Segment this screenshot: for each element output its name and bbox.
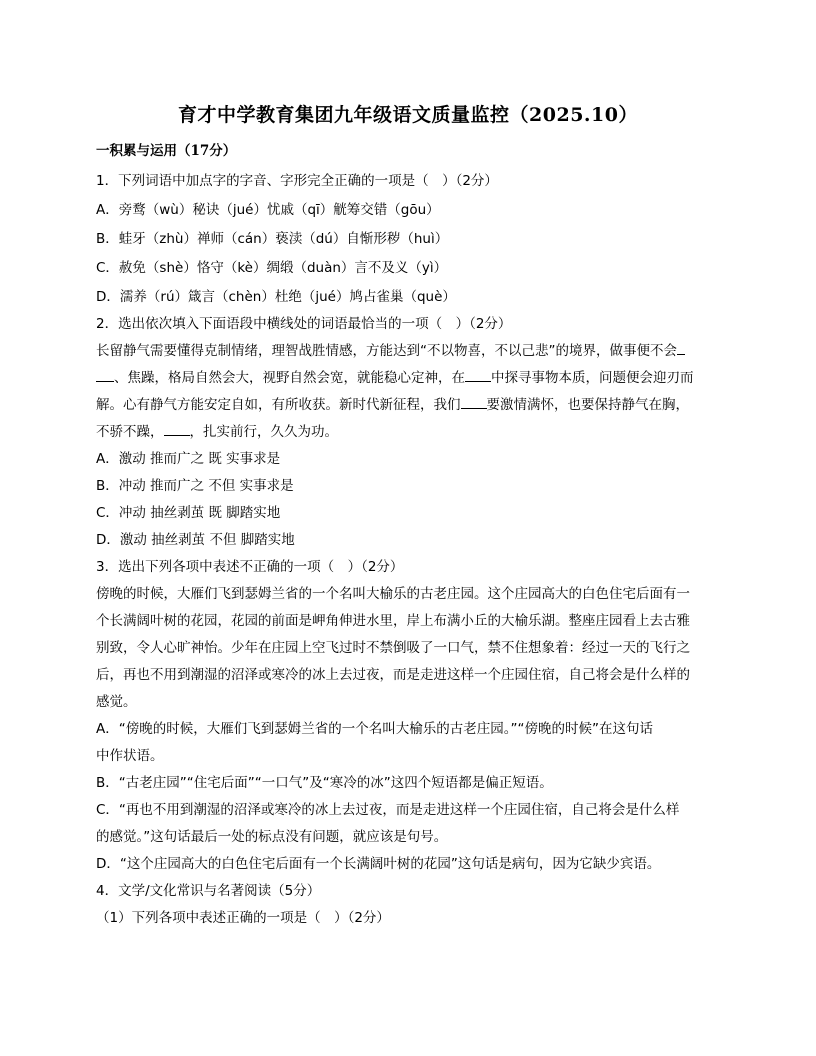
question-2-option-d: D．激动 抽丝剥茧 不但 脚踏实地 <box>96 532 295 548</box>
question-1-stem: 1．下列词语中加点字的字音、字形完全正确的一项是（ ）（2分） <box>96 173 498 189</box>
exam-title: 育才中学教育集团九年级语文质量监控（2025.10） <box>178 104 638 126</box>
question-3-passage-line: 个长满阔叶树的花园，花园的前面是岬角伸进水里，岸上布满小丘的大榆乐湖。整座庄园看上去古雅 <box>96 613 690 629</box>
passage-text: 不骄不躁， <box>96 424 164 440</box>
question-3-passage-line: 傍晚的时候，大雁们飞到瑟姆兰省的一个名叫大榆乐的古老庄园。这个庄园高大的白色住宅后面有一 <box>96 586 690 602</box>
passage-text: 长留静气需要懂得克制情绪，理智战胜情感，方能达到“不以物喜，不以己悲”的境界，做事便不会 <box>96 343 677 359</box>
question-3-option-a: A．“傍晚的时候，大雁们飞到瑟姆兰省的一个名叫大榆乐的古老庄园。”“傍晚的时候”在这句话 <box>96 721 653 737</box>
question-3-option-d: D．“这个庄园高大的白色住宅后面有一个长满阔叶树的花园”这句话是病句，因为它缺少宾语。 <box>96 856 661 872</box>
question-3-option-b: B．“古老庄园”“住宅后面”“一口气”及“寒冷的冰”这四个短语都是偏正短语。 <box>96 775 553 791</box>
passage-text: 、焦躁，格局自然会大，视野自然会宽，就能稳心定神，在 <box>114 370 465 386</box>
fill-blank <box>164 421 190 436</box>
section-heading: 一积累与运用（17分） <box>96 143 237 159</box>
fill-blank <box>465 367 491 382</box>
question-1-option-c: C．赦免（shè）恪守（kè）绸缎（duàn）言不及义（yì） <box>96 260 448 276</box>
question-2-option-c: C．冲动 抽丝剥茧 既 脚踏实地 <box>96 505 281 521</box>
question-3-stem: 3．选出下列各项中表述不正确的一项（ ）（2分） <box>96 559 404 575</box>
question-2-passage-line-4 <box>96 419 720 446</box>
question-2-stem: 2．选出依次填入下面语段中横线处的词语最恰当的一项（ ）（2分） <box>96 316 512 332</box>
question-3-passage-line: 后，再也不用到潮湿的沼泽或寒冷的冰上去过夜，而是走进这样一个庄园住宿，自己将会是什么样的 <box>96 667 690 683</box>
exam-content <box>96 138 720 932</box>
question-1-option-a: A．旁鹜（wù）秘诀（jué）忧戚（qī）觥筹交错（gōu） <box>96 202 440 218</box>
question-1-option-b: B．蛙牙（zhù）禅师（cán）亵渎（dú）自惭形秽（huì） <box>96 231 449 247</box>
passage-text: 中探寻事物本质，问题便会迎刃而 <box>491 370 694 386</box>
question-3-passage-line: 别致，令人心旷神怡。少年在庄园上空飞过时不禁倒吸了一口气，禁不住想象着：经过一天的飞行之 <box>96 640 690 656</box>
question-2-option-a: A．激动 推而广之 既 实事求是 <box>96 451 281 467</box>
question-4-sub-1: （1）下列各项中表述正确的一项是（ ）（2分） <box>96 910 390 926</box>
question-3-passage-line: 感觉。 <box>96 694 137 710</box>
fill-blank <box>677 340 685 355</box>
question-3-option-a-cont: 中作状语。 <box>96 748 164 764</box>
fill-blank <box>461 394 487 409</box>
passage-text: 要激情满怀，也要保持静气在胸， <box>486 397 689 413</box>
question-2-passage-line-1 <box>96 338 720 365</box>
question-3-option-c: C．“再也不用到潮湿的沼泽或寒冷的冰上去过夜，而是走进这样一个庄园住宿，自己将会是什么样 <box>96 802 680 818</box>
question-2-passage-line-2 <box>96 365 720 392</box>
fill-blank <box>96 367 114 382</box>
question-1-option-d: D．濡养（rú）箴言（chèn）杜绝（jué）鸠占雀巢（què） <box>96 289 456 305</box>
passage-text: ，扎实前行，久久为功。 <box>189 424 338 440</box>
question-2-passage-line-3 <box>96 392 720 419</box>
question-4-stem: 4．文学/文化常识与名著阅读（5分） <box>96 883 321 899</box>
question-3-option-c-cont: 的感觉。”这句话最后一处的标点没有问题，就应该是句号。 <box>96 829 448 845</box>
question-2-option-b: B．冲动 推而广之 不但 实事求是 <box>96 478 294 494</box>
passage-text: 解。心有静气方能安定自如，有所收获。新时代新征程，我们 <box>96 397 461 413</box>
